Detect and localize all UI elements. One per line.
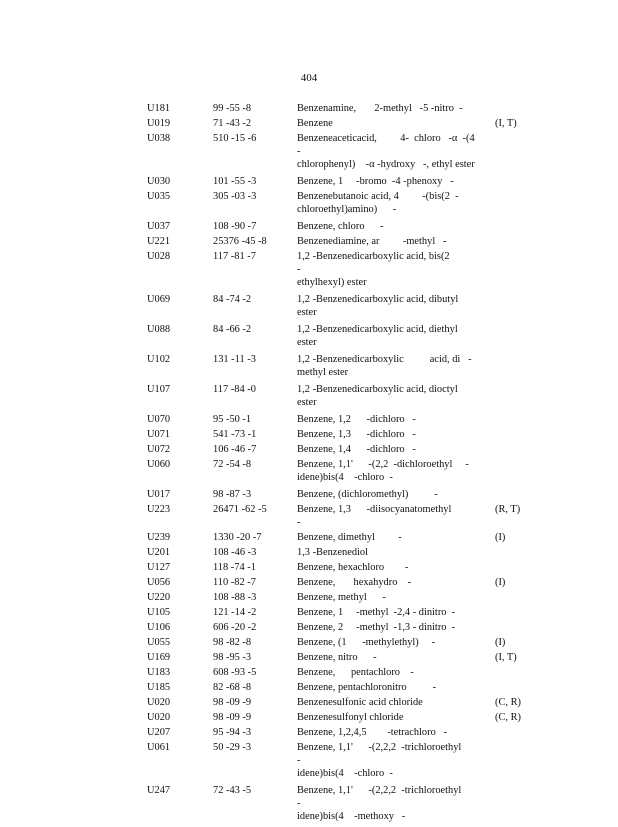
table-row bbox=[147, 443, 527, 456]
table-row bbox=[147, 711, 527, 724]
substance-name: Benzene, dimethyl - bbox=[297, 532, 402, 543]
substance-name: Benzene, (1 -methylethyl) - bbox=[297, 637, 436, 648]
cas-number: 50 -29 -3 bbox=[213, 742, 252, 753]
waste-code: U247 bbox=[147, 785, 171, 796]
table-row bbox=[147, 503, 527, 529]
waste-code: U056 bbox=[147, 577, 171, 588]
waste-code: U020 bbox=[147, 697, 171, 708]
hazard-code: (C, R) bbox=[495, 697, 521, 708]
substance-name: Benzenebutanoic acid, 4 -(bis(2 - chloroethyl)amino) - bbox=[297, 191, 459, 215]
cas-number: 72 -54 -8 bbox=[213, 459, 252, 470]
hazard-code: (I) bbox=[495, 577, 506, 588]
cas-number: 110 -82 -7 bbox=[213, 577, 256, 588]
substance-name: Benzene, methyl - bbox=[297, 592, 386, 603]
waste-code: U107 bbox=[147, 384, 171, 395]
substance-name: Benzene, 1,3 -diisocyanatomethyl - bbox=[297, 504, 473, 528]
table-row bbox=[147, 353, 527, 379]
cas-number: 95 -94 -3 bbox=[213, 727, 252, 738]
table-row bbox=[147, 175, 527, 188]
cas-number: 108 -90 -7 bbox=[213, 221, 257, 232]
hazard-code: (I, T) bbox=[495, 118, 517, 129]
table-row bbox=[147, 546, 527, 559]
substance-name: Benzene, (dichloromethyl) - bbox=[297, 489, 438, 500]
hazard-code: (C, R) bbox=[495, 712, 521, 723]
substance-name: Benzene, chloro - bbox=[297, 221, 384, 232]
cas-number: 108 -88 -3 bbox=[213, 592, 257, 603]
table-row bbox=[147, 250, 527, 289]
waste-code: U060 bbox=[147, 459, 171, 470]
substance-name: Benzene, hexachloro - bbox=[297, 562, 409, 573]
cas-number: 98 -09 -9 bbox=[213, 697, 252, 708]
cas-number: 606 -20 -2 bbox=[213, 622, 257, 633]
cas-number: 98 -87 -3 bbox=[213, 489, 252, 500]
substance-name: Benzene, 1,1' -(2,2,2 -trichloroethyl - idene)bis(4 -methoxy - bbox=[297, 785, 462, 822]
substance-name: Benzene, 1,1' -(2,2,2 -trichloroethyl - idene)bis(4 -chloro - bbox=[297, 742, 462, 779]
table-row bbox=[147, 681, 527, 694]
table-row bbox=[147, 413, 527, 426]
table-row bbox=[147, 576, 527, 589]
waste-code: U106 bbox=[147, 622, 171, 633]
waste-code: U088 bbox=[147, 324, 171, 335]
substance-name: Benzene, pentachloronitro - bbox=[297, 682, 437, 693]
table-row bbox=[147, 606, 527, 619]
cas-number: 82 -68 -8 bbox=[213, 682, 252, 693]
waste-code: U183 bbox=[147, 667, 171, 678]
waste-code: U239 bbox=[147, 532, 171, 543]
cas-number: 117 -84 -0 bbox=[213, 384, 256, 395]
waste-code: U071 bbox=[147, 429, 171, 440]
waste-code: U028 bbox=[147, 251, 171, 262]
waste-code: U207 bbox=[147, 727, 171, 738]
table-row bbox=[147, 696, 527, 709]
cas-number: 608 -93 -5 bbox=[213, 667, 257, 678]
table-row bbox=[147, 235, 527, 248]
table-row bbox=[147, 651, 527, 664]
substance-name: 1,2 -Benzenedicarboxylic acid, bis(2 - ethylhexyl) ester bbox=[297, 251, 450, 288]
table-row bbox=[147, 666, 527, 679]
hazard-code: (I) bbox=[495, 532, 506, 543]
waste-code: U020 bbox=[147, 712, 171, 723]
hazard-code: (I) bbox=[495, 637, 506, 648]
cas-number: 26471 -62 -5 bbox=[213, 504, 267, 515]
substance-name: Benzenesulfonyl chloride bbox=[297, 712, 404, 723]
waste-code: U038 bbox=[147, 133, 171, 144]
substance-name: Benzene, 1,4 -dichloro - bbox=[297, 444, 416, 455]
substance-name: Benzene, 1,2,4,5 -tetrachloro - bbox=[297, 727, 448, 738]
waste-code: U035 bbox=[147, 191, 171, 202]
substance-name: Benzene, nitro - bbox=[297, 652, 377, 663]
table-row bbox=[147, 293, 527, 319]
waste-code: U072 bbox=[147, 444, 171, 455]
substance-name: 1,2 -Benzenedicarboxylic acid, dibutyl ester bbox=[297, 294, 459, 318]
table-row bbox=[147, 458, 527, 484]
substance-name: 1,2 -Benzenedicarboxylic acid, di - methyl ester bbox=[297, 354, 472, 378]
substance-name: 1,2 -Benzenedicarboxylic acid, diethyl ester bbox=[297, 324, 458, 348]
table-row bbox=[147, 561, 527, 574]
cas-number: 541 -73 -1 bbox=[213, 429, 257, 440]
cas-number: 84 -66 -2 bbox=[213, 324, 252, 335]
table-row bbox=[147, 323, 527, 349]
waste-code: U201 bbox=[147, 547, 171, 558]
waste-code: U017 bbox=[147, 489, 171, 500]
cas-number: 71 -43 -2 bbox=[213, 118, 252, 129]
table-row bbox=[147, 621, 527, 634]
cas-number: 98 -09 -9 bbox=[213, 712, 252, 723]
table-row bbox=[147, 636, 527, 649]
waste-code: U223 bbox=[147, 504, 171, 515]
waste-code: U127 bbox=[147, 562, 171, 573]
substance-name: Benzene, 1,2 -dichloro - bbox=[297, 414, 416, 425]
substance-name: Benzenediamine, ar -methyl - bbox=[297, 236, 447, 247]
table-row bbox=[147, 102, 527, 115]
table-row bbox=[147, 383, 527, 409]
cas-number: 510 -15 -6 bbox=[213, 133, 257, 144]
table-row bbox=[147, 784, 527, 823]
cas-number: 131 -11 -3 bbox=[213, 354, 256, 365]
table-row bbox=[147, 132, 527, 171]
waste-code: U019 bbox=[147, 118, 171, 129]
cas-number: 121 -14 -2 bbox=[213, 607, 257, 618]
substance-name: 1,2 -Benzenedicarboxylic acid, dioctyl ester bbox=[297, 384, 458, 408]
substance-name: Benzene, 1 -bromo -4 -phenoxy - bbox=[297, 176, 454, 187]
table-row bbox=[147, 531, 527, 544]
cas-number: 25376 -45 -8 bbox=[213, 236, 267, 247]
substance-name: Benzene, 1 -methyl -2,4 - dinitro - bbox=[297, 607, 456, 618]
waste-code: U030 bbox=[147, 176, 171, 187]
waste-code: U185 bbox=[147, 682, 171, 693]
waste-code: U220 bbox=[147, 592, 171, 603]
cas-number: 101 -55 -3 bbox=[213, 176, 257, 187]
waste-code: U181 bbox=[147, 103, 171, 114]
waste-code: U070 bbox=[147, 414, 171, 425]
cas-number: 117 -81 -7 bbox=[213, 251, 256, 262]
substance-name: Benzenamine, 2-methyl -5 -nitro - bbox=[297, 103, 463, 114]
cas-number: 118 -74 -1 bbox=[213, 562, 256, 573]
substance-name: Benzeneaceticacid, 4- chloro -α -(4 - chlorophenyl) -α -hydroxy -, ethyl ester bbox=[297, 133, 475, 170]
table-row bbox=[147, 190, 527, 216]
table-row bbox=[147, 726, 527, 739]
waste-code: U105 bbox=[147, 607, 171, 618]
waste-code: U169 bbox=[147, 652, 171, 663]
substance-name: Benzene, pentachloro - bbox=[297, 667, 414, 678]
table-row bbox=[147, 117, 527, 130]
waste-code: U037 bbox=[147, 221, 171, 232]
waste-code: U102 bbox=[147, 354, 171, 365]
hazard-code: (R, T) bbox=[495, 504, 521, 515]
substance-name: Benzene, hexahydro - bbox=[297, 577, 412, 588]
cas-number: 108 -46 -3 bbox=[213, 547, 257, 558]
waste-code: U055 bbox=[147, 637, 171, 648]
table-row bbox=[147, 591, 527, 604]
cas-number: 72 -43 -5 bbox=[213, 785, 252, 796]
cas-number: 98 -95 -3 bbox=[213, 652, 252, 663]
cas-number: 95 -50 -1 bbox=[213, 414, 252, 425]
waste-code: U221 bbox=[147, 236, 171, 247]
waste-code: U061 bbox=[147, 742, 171, 753]
substance-name: Benzenesulfonic acid chloride bbox=[297, 697, 423, 708]
substance-name: 1,3 -Benzenediol bbox=[297, 547, 368, 558]
table-row bbox=[147, 220, 527, 233]
cas-number: 99 -55 -8 bbox=[213, 103, 252, 114]
substance-name: Benzene bbox=[297, 118, 333, 129]
hazard-code: (I, T) bbox=[495, 652, 517, 663]
table-row bbox=[147, 741, 527, 780]
cas-number: 1330 -20 -7 bbox=[213, 532, 262, 543]
cas-number: 106 -46 -7 bbox=[213, 444, 257, 455]
cas-number: 98 -82 -8 bbox=[213, 637, 252, 648]
cas-number: 305 -03 -3 bbox=[213, 191, 257, 202]
substance-name: Benzene, 2 -methyl -1,3 - dinitro - bbox=[297, 622, 456, 633]
substance-name: Benzene, 1,3 -dichloro - bbox=[297, 429, 416, 440]
waste-code: U069 bbox=[147, 294, 171, 305]
table-row bbox=[147, 488, 527, 501]
substance-name: Benzene, 1,1' -(2,2 -dichloroethyl - idene)bis(4 -chloro - bbox=[297, 459, 469, 483]
cas-number: 84 -74 -2 bbox=[213, 294, 252, 305]
table-row bbox=[147, 428, 527, 441]
page-number: 404 bbox=[300, 72, 318, 84]
hazardous-waste-table bbox=[147, 102, 527, 827]
